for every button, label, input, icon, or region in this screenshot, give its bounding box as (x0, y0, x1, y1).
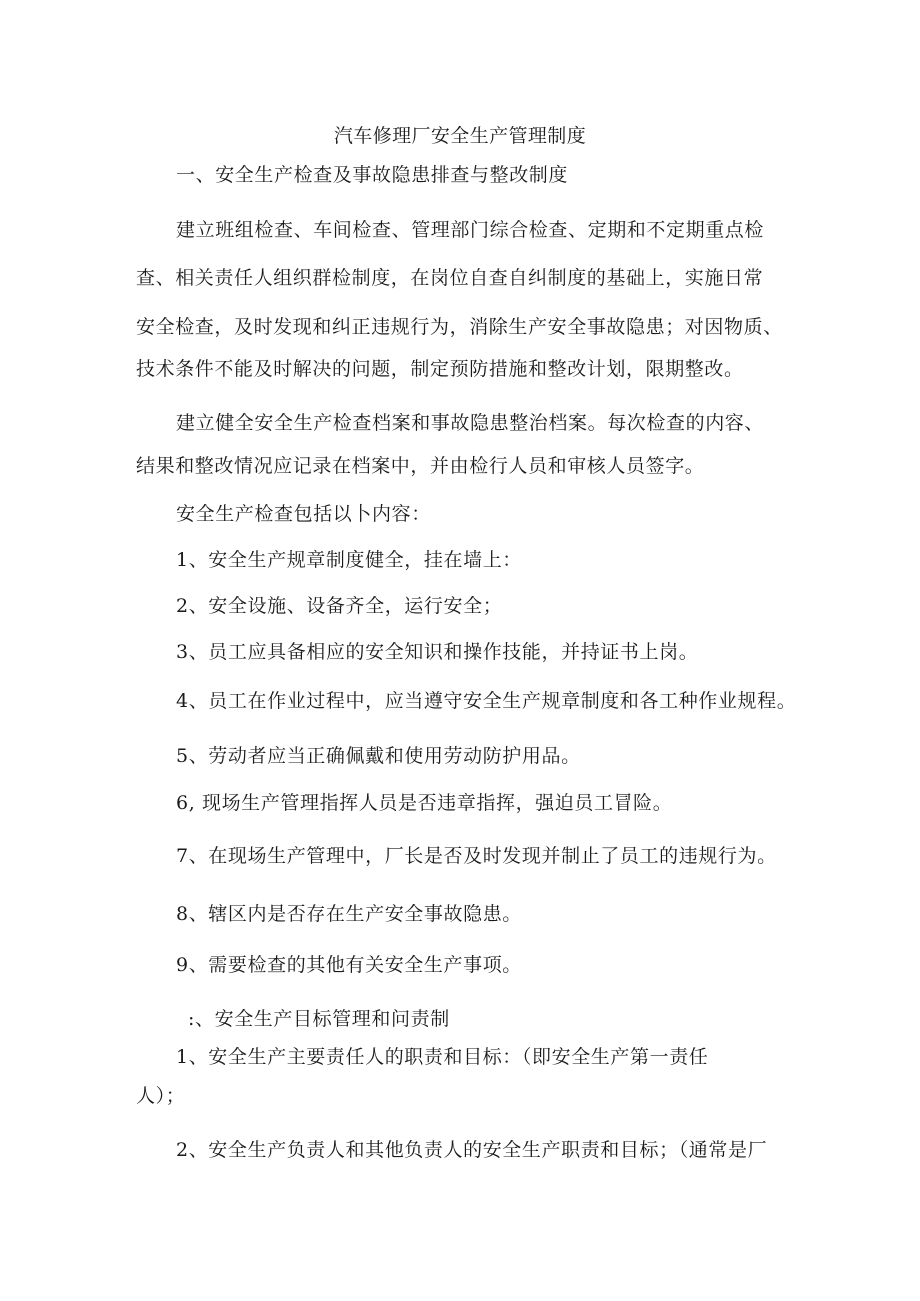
checklist-intro: 安全生产检查包括以卜内容： (176, 503, 431, 525)
checklist-item-9: 9、需要检查的其他有关安全生产事项。 (176, 954, 522, 976)
section-2-heading: :、安全生产目标管理和问责制 (188, 1008, 450, 1030)
paragraph-1-line-1: 建立班组检查、车间检查、管理部门综合检查、定期和不定期重点检 (176, 219, 765, 241)
section-1-heading: 一、安全生产检查及事故隐患排查与整改制度 (176, 164, 569, 186)
checklist-item-4: 4、员工在作业过程中，应当遵守安全生产规章制度和各工种作业规程。 (176, 690, 797, 712)
paragraph-2-line-2: 结果和整改情况应记录在档案中，并由检行人员和审核人员签字。 (136, 455, 705, 477)
document-title: 汽车修理厂安全生产管理制度 (333, 125, 587, 147)
section-2-item-1: 1、安全生产主要责任人的职责和目标：（即安全生产第一责任 (176, 1046, 709, 1068)
checklist-item-7: 7、在现场生产管理中，厂长是否及时发现并制止了员工的违规行为。 (176, 845, 777, 867)
paragraph-1-line-4: 技术条件不能及时解决的问题，制定预防措施和整改计划，限期整改。 (136, 358, 744, 380)
checklist-item-6: 6, 现场生产管理指挥人员是否违章指挥，强迫员工冒险。 (176, 792, 673, 814)
checklist-item-1: 1、安全生产规章制度健全，挂在墙上： (176, 549, 522, 571)
section-2-item-1-continuation: 人）； (136, 1085, 186, 1107)
paragraph-1-line-3: 安全检查，及时发现和纠正违规行为，消除生产安全事故隐患；对因物质、 (136, 316, 783, 338)
checklist-item-3: 3、员工应具备相应的安全知识和操作技能，并持证书上岗。 (176, 641, 699, 663)
checklist-item-2: 2、安全设施、设备齐全，运行安全； (176, 595, 503, 617)
paragraph-2-line-1: 建立健全安全生产检查档案和事故隐患整治档案。每次检查的内容、 (176, 412, 765, 434)
paragraph-1-line-2: 查、相关责任人组织群检制度，在岗位自查自纠制度的基础上，实施日常 (136, 267, 764, 289)
checklist-item-5: 5、劳动者应当正确佩戴和使用劳动防护用品。 (176, 745, 581, 767)
section-2-item-2: 2、安全生产负责人和其他负责人的安全生产职责和目标；（通常是厂 (176, 1139, 768, 1161)
checklist-item-8: 8、辖区内是否存在生产安全事故隐患。 (176, 903, 522, 925)
